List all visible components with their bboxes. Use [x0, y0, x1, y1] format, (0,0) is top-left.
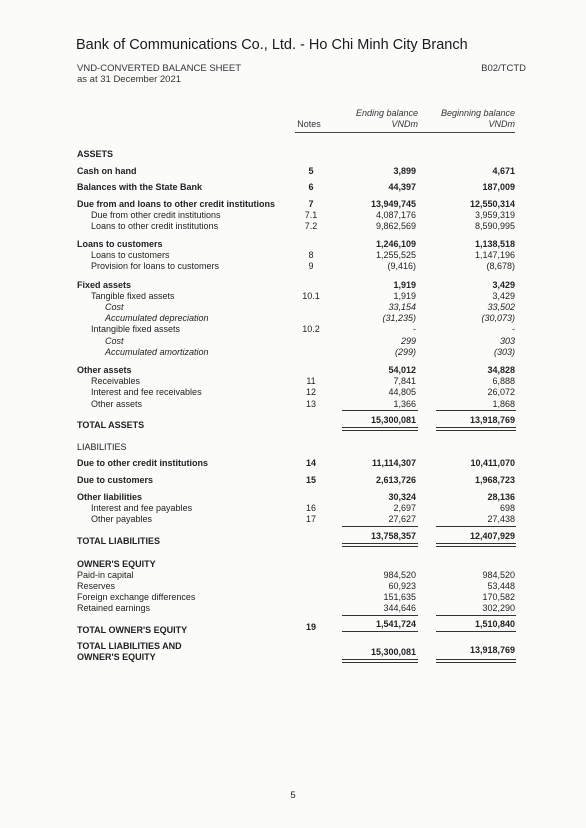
row-beginning: 6,888: [492, 376, 515, 386]
total-rule: [342, 659, 418, 663]
row-beginning: 8,590,995: [474, 221, 515, 231]
row-label: Other assets: [77, 365, 132, 375]
row-label: Intangible fixed assets: [91, 324, 181, 334]
row-beginning: 12,407,929: [469, 531, 515, 541]
row-note: 16: [305, 503, 316, 513]
row-ending: 299: [400, 336, 416, 346]
column-header-beginning-unit: VNDm: [488, 119, 515, 129]
row-label: Retained earnings: [77, 603, 151, 613]
table-row: [0, 441, 586, 453]
row-beginning: 4,671: [492, 166, 515, 176]
column-header-beginning: [425, 108, 515, 130]
table-row: [0, 457, 586, 469]
row-beginning: 1,968,723: [474, 475, 515, 485]
row-label: TOTAL LIABILITIES: [77, 536, 160, 546]
row-ending: 54,012: [388, 365, 416, 375]
row-beginning: 1,147,196: [474, 250, 515, 260]
row-note: 10.1: [302, 291, 320, 301]
row-label: Balances with the State Bank: [77, 182, 203, 192]
row-ending: 2,697: [393, 503, 416, 513]
table-row: [0, 602, 586, 614]
row-beginning: 13,918,769: [469, 645, 515, 655]
row-label: Other liabilities: [77, 492, 143, 502]
sheet-title: VND-CONVERTED BALANCE SHEET: [77, 63, 241, 74]
subtotal-rule: [342, 631, 418, 632]
row-ending: 1,366: [393, 399, 416, 409]
row-ending: 151,635: [383, 592, 416, 602]
total-rule: [342, 427, 418, 431]
row-beginning: 1,868: [492, 399, 515, 409]
row-note: 7: [308, 199, 314, 209]
row-ending: 2,613,726: [375, 475, 416, 485]
row-ending: 15,300,081: [370, 415, 416, 425]
row-label: Tangible fixed assets: [91, 291, 175, 301]
row-label: Loans to customers: [91, 250, 170, 260]
row-ending: (9,416): [387, 261, 416, 271]
row-note: 10.2: [302, 324, 320, 334]
row-ending: 344,646: [383, 603, 416, 613]
row-ending: 13,758,357: [370, 531, 416, 541]
row-label: Loans to other credit institutions: [91, 221, 219, 231]
table-row: [0, 148, 586, 160]
subtotal-rule: [342, 615, 418, 616]
row-label: TOTAL OWNER'S EQUITY: [77, 625, 188, 635]
row-beginning: 3,429: [492, 280, 515, 290]
row-label: OWNER'S EQUITY: [77, 652, 156, 662]
table-row: [0, 398, 586, 410]
subtotal-rule: [342, 410, 418, 411]
table-row: [0, 346, 586, 358]
row-note: 7.2: [304, 221, 318, 231]
row-label: Other assets: [91, 399, 143, 409]
row-label: Other payables: [91, 514, 153, 524]
row-beginning: 10,411,070: [470, 458, 515, 468]
row-ending: 60,923: [388, 581, 416, 591]
row-label: Loans to customers: [77, 239, 163, 249]
total-rule: [436, 659, 516, 663]
row-label: Reserves: [77, 581, 116, 591]
row-ending: 4,087,176: [375, 210, 416, 220]
row-ending: (31,235): [382, 313, 416, 323]
table-row: [0, 386, 586, 398]
row-label: Due to customers: [77, 475, 154, 485]
row-beginning: 1,510,840: [474, 619, 515, 629]
row-label: Fixed assets: [77, 280, 132, 290]
row-ending: -: [413, 324, 416, 334]
row-ending: 1,246,109: [375, 239, 416, 249]
row-label: Accumulated depreciation: [105, 313, 209, 323]
total-rule: [436, 427, 516, 431]
row-ending: 11,114,307: [371, 458, 416, 468]
row-beginning: 53,448: [487, 581, 515, 591]
row-label: Due from and loans to other credit institutions: [77, 199, 276, 209]
row-ending: 7,841: [393, 376, 416, 386]
row-beginning: 1,138,518: [474, 239, 515, 249]
row-ending: (299): [394, 347, 416, 357]
row-label: Accumulated amortization: [105, 347, 209, 357]
column-header-notes: Notes: [297, 119, 321, 129]
row-ending: 44,805: [388, 387, 416, 397]
row-label: Receivables: [91, 376, 141, 386]
row-label: ASSETS: [77, 149, 114, 159]
row-beginning: 33,502: [487, 302, 515, 312]
row-beginning: 28,136: [487, 492, 515, 502]
sheet-date: as at 31 December 2021: [77, 74, 182, 85]
row-label: OWNER'S EQUITY: [77, 559, 156, 569]
subtotal-rule: [436, 526, 516, 527]
bank-name: Bank of Communications Co., Ltd. - Ho Chi Minh City Branch: [76, 37, 468, 53]
row-note: 15: [305, 475, 316, 485]
table-row: [0, 181, 586, 193]
table-row: [0, 414, 586, 430]
row-beginning: 187,009: [482, 182, 515, 192]
table-row: [0, 260, 586, 272]
column-header-ending: [338, 108, 418, 130]
row-beginning: (30,073): [481, 313, 515, 323]
row-ending: 27,627: [388, 514, 416, 524]
column-header-ending-unit: VNDm: [391, 119, 418, 129]
row-beginning: 303: [499, 336, 515, 346]
subtotal-rule: [436, 631, 516, 632]
row-ending: 3,899: [393, 166, 416, 176]
total-rule: [436, 543, 516, 547]
row-ending: 33,154: [388, 302, 416, 312]
row-beginning: 984,520: [482, 570, 515, 580]
row-ending: 13,949,745: [370, 199, 416, 209]
table-row: [0, 530, 586, 546]
total-rule: [342, 543, 418, 547]
row-ending: 1,255,525: [375, 250, 416, 260]
table-row: [0, 220, 586, 232]
row-beginning: (303): [493, 347, 515, 357]
row-ending: 9,862,569: [375, 221, 416, 231]
row-ending: 1,541,724: [375, 619, 416, 629]
row-label: Foreign exchange differences: [77, 592, 196, 602]
row-ending: 1,919: [393, 280, 416, 290]
row-beginning: 12,550,314: [469, 199, 515, 209]
row-note: 6: [308, 182, 314, 192]
row-beginning: 698: [499, 503, 515, 513]
table-row: [0, 513, 586, 525]
row-label: Provision for loans to customers: [91, 261, 220, 271]
row-ending: 44,397: [388, 182, 416, 192]
row-beginning: 3,959,319: [474, 210, 515, 220]
row-beginning: (8,678): [486, 261, 515, 271]
row-note: 5: [308, 166, 314, 176]
row-label: Cost: [105, 336, 124, 346]
subtotal-rule: [342, 526, 418, 527]
row-label: LIABILITIES: [77, 442, 127, 452]
row-note: 17: [305, 514, 316, 524]
row-beginning: -: [512, 324, 515, 334]
row-note: 12: [305, 387, 316, 397]
row-label: TOTAL LIABILITIES AND: [77, 641, 182, 651]
row-beginning: 13,918,769: [469, 415, 515, 425]
row-beginning: 170,582: [482, 592, 515, 602]
row-label: TOTAL ASSETS: [77, 420, 145, 430]
header-rule: [295, 132, 515, 133]
row-ending: 15,300,081: [370, 647, 416, 657]
row-label: Due from other credit institutions: [91, 210, 221, 220]
table-row: [0, 474, 586, 486]
row-note: 11: [306, 376, 316, 386]
row-beginning: 27,438: [487, 514, 515, 524]
row-note: 8: [308, 250, 314, 260]
row-label: Due to other credit institutions: [77, 458, 209, 468]
column-header-beginning-title: Beginning balance: [440, 108, 515, 118]
form-code: B02/TCTD: [481, 63, 526, 74]
row-label: Cost: [105, 302, 124, 312]
row-label: Interest and fee payables: [91, 503, 193, 513]
row-label: Interest and fee receivables: [91, 387, 202, 397]
row-label: Paid-in capital: [77, 570, 134, 580]
row-ending: 1,919: [393, 291, 416, 301]
row-beginning: 302,290: [482, 603, 515, 613]
table-row: [0, 165, 586, 177]
row-beginning: 3,429: [492, 291, 515, 301]
subtotal-rule: [436, 410, 516, 411]
row-note: 7.1: [304, 210, 318, 220]
row-note: 14: [305, 458, 316, 468]
row-note: 13: [305, 399, 316, 409]
row-note: 19: [305, 622, 316, 632]
column-header-ending-title: Ending balance: [355, 108, 418, 118]
row-note: 9: [308, 261, 314, 271]
row-beginning: 34,828: [487, 365, 515, 375]
table-row: [0, 618, 586, 635]
row-label: Cash on hand: [77, 166, 137, 176]
page-number: 5: [290, 790, 296, 801]
row-beginning: 26,072: [487, 387, 515, 397]
row-ending: 30,324: [388, 492, 416, 502]
subtotal-rule: [436, 615, 516, 616]
row-ending: 984,520: [383, 570, 416, 580]
table-row: [0, 323, 586, 335]
